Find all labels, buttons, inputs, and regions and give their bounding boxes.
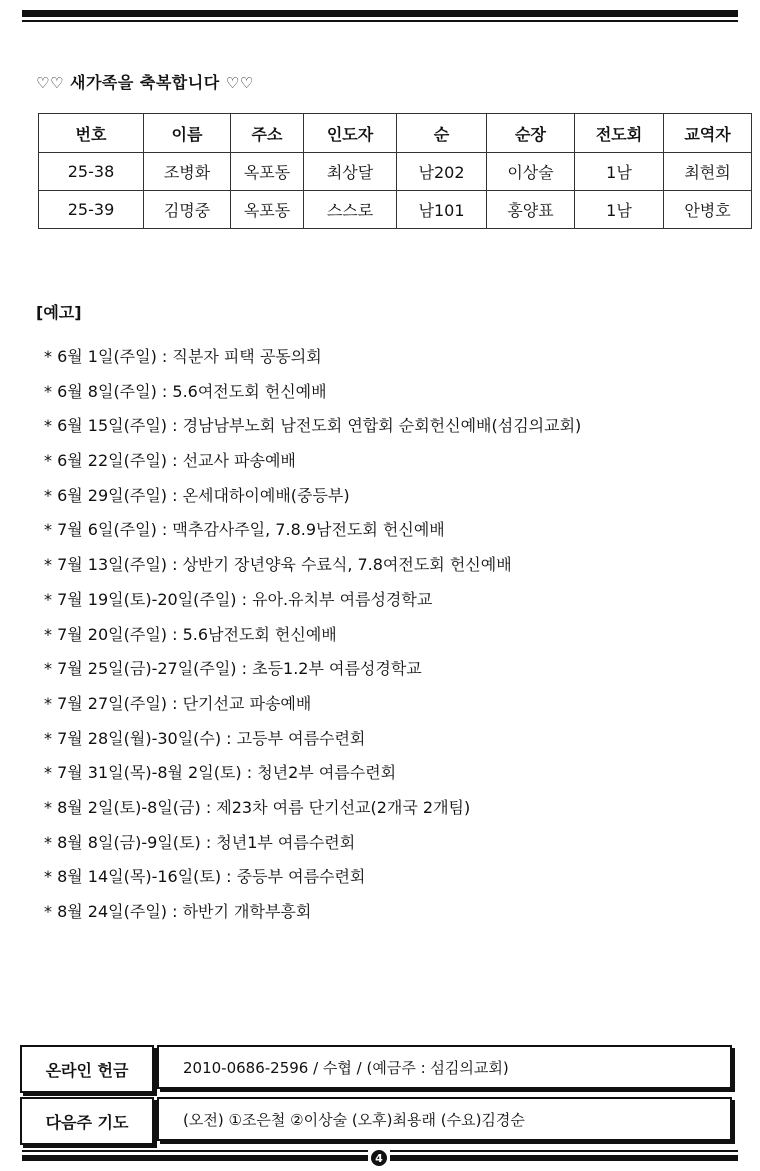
list-item: * 6월 1일(주일) : 직분자 피택 공동의회 <box>44 347 322 366</box>
column-header: 주소 <box>231 114 304 153</box>
table-cell: 스스로 <box>304 191 397 229</box>
table-cell: 옥포동 <box>231 153 304 191</box>
table-cell: 최상달 <box>304 153 397 191</box>
table-cell: 조병화 <box>144 153 231 191</box>
heart-icon: ♡♡ <box>225 74 254 92</box>
new-family-title <box>36 70 254 93</box>
table-cell: 25-38 <box>39 153 144 191</box>
table-cell: 1남 <box>575 153 664 191</box>
column-header: 전도회 <box>575 114 664 153</box>
list-item: * 7월 19일(토)-20일(주일) : 유아.유치부 여름성경학교 <box>44 589 433 609</box>
column-header: 이름 <box>144 114 231 153</box>
column-header: 번호 <box>39 114 144 153</box>
table-cell: 김명중 <box>144 191 231 229</box>
list-item: * 6월 29일(주일) : 온세대하이예배(중등부) <box>44 485 350 505</box>
heart-icon: ♡♡ <box>36 74 64 92</box>
notice-list <box>44 340 744 930</box>
list-item: * 7월 31일(목)-8월 2일(토) : 청년2부 여름수련회 <box>44 763 397 783</box>
top-rule-thick <box>22 10 738 17</box>
new-family-title-text: 새가족을 축복합니다 <box>69 73 220 92</box>
top-double-rule <box>22 10 738 24</box>
table-cell: 홍양표 <box>487 191 575 229</box>
table-cell: 1남 <box>575 191 664 229</box>
bottom-double-rule <box>22 1148 738 1168</box>
list-item: * 7월 27일(주일) : 단기선교 파송예배 <box>44 693 312 713</box>
table-cell: 옥포동 <box>231 191 304 229</box>
list-item: * 6월 8일(주일) : 5.6여전도회 헌신예배 <box>44 381 327 401</box>
column-header: 순 <box>397 114 487 153</box>
page-number: 4 <box>371 1150 387 1166</box>
list-item: * 7월 25일(금)-27일(주일) : 초등1.2부 여름성경학교 <box>44 659 422 679</box>
list-item: * 7월 6일(주일) : 맥추감사주일, 7.8.9남전도회 헌신예배 <box>44 520 445 540</box>
list-item: * 8월 14일(목)-16일(토) : 중등부 여름수련회 <box>44 867 366 887</box>
list-item: * 7월 13일(주일) : 상반기 장년양육 수료식, 7.8여전도회 헌신예배 <box>44 555 512 575</box>
table-cell: 남202 <box>397 153 487 191</box>
column-header: 교역자 <box>664 114 752 153</box>
online-offering-label: 온라인 헌금 <box>20 1045 154 1093</box>
list-item: * 8월 24일(주일) : 하반기 개학부흥회 <box>44 902 312 921</box>
list-item: * 6월 15일(주일) : 경남남부노회 남전도회 연합회 순회헌신예배(섬김의교회) <box>44 416 582 436</box>
table-header-row <box>39 114 752 153</box>
online-offering-box <box>20 1045 738 1093</box>
online-offering-value: 2010-0686-2596 / 수협 / (예금주 : 섬김의교회) <box>157 1045 732 1089</box>
table-cell: 안병호 <box>664 191 752 229</box>
list-item: * 7월 20일(주일) : 5.6남전도회 헌신예배 <box>44 624 337 644</box>
list-item: * 8월 2일(토)-8일(금) : 제23차 여름 단기선교(2개국 2개팀) <box>44 797 471 817</box>
table-cell: 25-39 <box>39 191 144 229</box>
prayer-value: (오전) ①조은철 ②이상술 (오후)최용래 (수요)김경순 <box>157 1097 732 1141</box>
prayer-label: 다음주 기도 <box>20 1097 154 1145</box>
new-family-table <box>38 113 752 229</box>
top-rule-thin <box>22 20 738 22</box>
list-item: * 7월 28일(월)-30일(수) : 고등부 여름수련회 <box>44 728 366 748</box>
table-cell: 최현희 <box>664 153 752 191</box>
column-header: 인도자 <box>304 114 397 153</box>
table-cell: 이상술 <box>487 153 575 191</box>
table-row <box>39 191 752 229</box>
notice-title: [예고] <box>36 303 82 322</box>
prayer-box <box>20 1097 738 1145</box>
table-cell: 남101 <box>397 191 487 229</box>
list-item: * 8월 8일(금)-9일(토) : 청년1부 여름수련회 <box>44 832 356 852</box>
list-item: * 6월 22일(주일) : 선교사 파송예배 <box>44 451 296 471</box>
column-header: 순장 <box>487 114 575 153</box>
page-number-badge <box>368 1149 390 1167</box>
table-row <box>39 153 752 191</box>
